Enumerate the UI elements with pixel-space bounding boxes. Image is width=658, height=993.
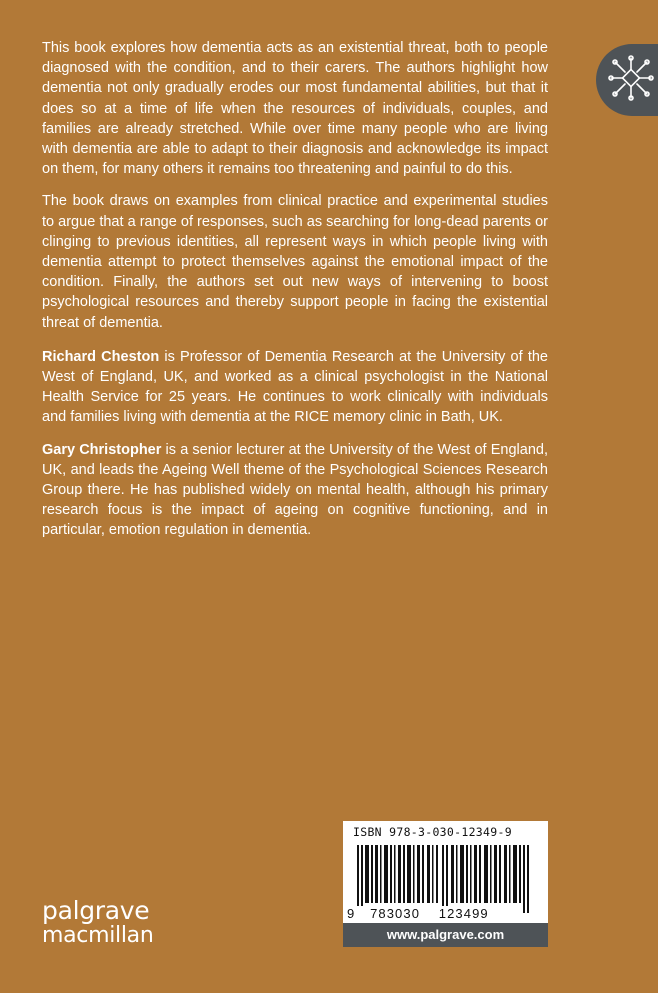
barcode-digit-lead: 9 — [347, 906, 356, 921]
barcode-bars — [357, 845, 537, 913]
barcode-digits — [347, 906, 489, 921]
network-star-icon — [608, 55, 654, 101]
author-bio-1 — [42, 347, 548, 428]
author-name-2: Gary Christopher — [42, 441, 162, 458]
author-bio-2 — [42, 440, 548, 541]
publisher-website: www.palgrave.com — [343, 923, 548, 947]
blurb-paragraph-1: This book explores how dementia acts as an existential threat, both to people diagnosed with the condition, and to their carers. The authors highlight how dementia not only gradually erodes our most fundamental abilities, but that it does so at a time of life when the resources of individuals, couples, and families are already stretched. While over time many people who are living with dementia are able to adapt to their diagnosis and acknowledge its impact on them, for many others it remains too threatening and painful to do this. — [42, 40, 548, 178]
palgrave-macmillan-logo — [42, 898, 154, 948]
author-bio-text-1: is Professor of Dementia Research at the University of the West of England, UK, and worked as a clinical psychologist in the National Health Service for 25 years. He continues to work clinically with individuals and families living with dementia at the RICE memory clinic in Bath, UK. — [42, 348, 548, 426]
logo-macmillan: macmillan — [42, 923, 154, 948]
barcode-digits-group2: 123499 — [438, 906, 489, 921]
isbn-label: ISBN 978-3-030-12349-9 — [353, 825, 512, 839]
publisher-badge — [596, 44, 658, 116]
blurb-paragraph-2: The book draws on examples from clinical practice and experimental studies to argue that a range of responses, such as searching for long-dead parents or clinging to previous identities, all represent ways in which people living with dementia attempt to protect themselves against the emotional impact of the condition. Finally, the authors set out new ways of intervening to boost psychological resources and thereby support people in facing the existential threat of dementia. — [42, 193, 548, 331]
author-name-1: Richard Cheston — [42, 348, 160, 365]
isbn-barcode — [343, 821, 548, 923]
author-bio-text-2: is a senior lecturer at the University of the West of England, UK, and leads the Ageing Well theme of the Psychological Sciences Research Group there. He has published widely on mental health, although his primary research focus is the impact of ageing on cognitive functioning, and in particular, emotion regulation in dementia. — [42, 441, 548, 539]
logo-palgrave: palgrave — [42, 896, 150, 925]
back-cover-blurb — [42, 38, 548, 553]
barcode-digits-group1: 783030 — [370, 906, 421, 921]
